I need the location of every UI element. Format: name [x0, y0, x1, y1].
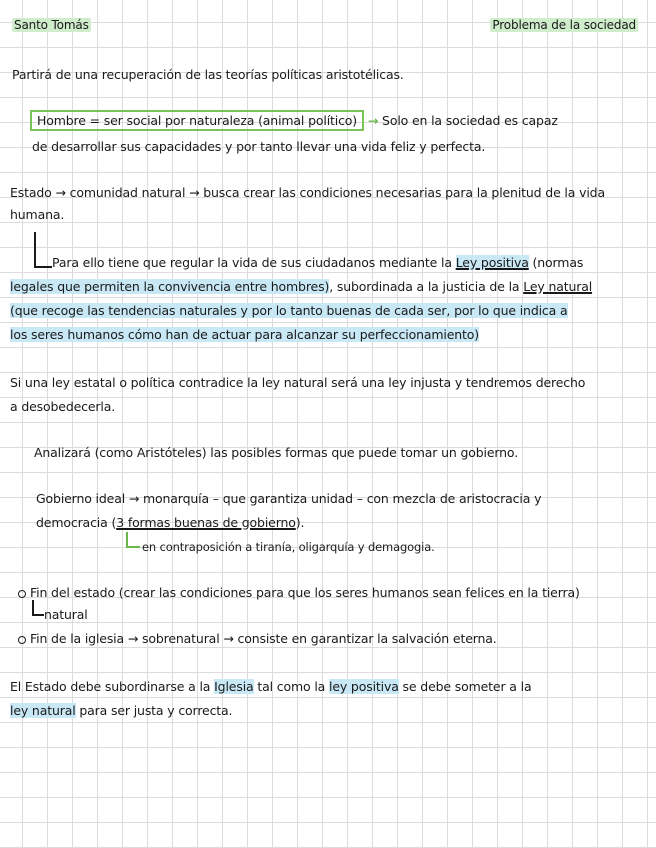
author-name: Santo Tomás — [14, 18, 89, 32]
hombre-definition-box: Hombre = ser social por naturaleza (animal político) — [30, 110, 364, 131]
estado-line-1: Estado → comunidad natural → busca crear las condiciones necesarias para la plenitud de la vida — [10, 185, 605, 200]
ley-line-1: Para ello tiene que regular la vida de sus ciudadanos mediante la Ley positiva (normas — [52, 255, 584, 270]
fin-iglesia-line: Fin de la iglesia → sobrenatural → consiste en garantizar la salvación eterna. — [18, 630, 497, 648]
ley-estatal-line-1: Si una ley estatal o política contradice la ley natural será una ley injusta y tendremos derecho — [10, 375, 586, 390]
topic-title: Problema de la sociedad — [492, 18, 636, 32]
gobierno-line-2: democracia (3 formas buenas de gobierno). — [36, 515, 305, 530]
green-arrow-icon: → — [367, 113, 379, 128]
analizara-line: Analizará (como Aristóteles) las posibles formas que puede tomar un gobierno. — [34, 445, 519, 460]
estado-line-2: humana. — [10, 207, 65, 222]
hook-arrow-icon — [34, 232, 52, 268]
ley-line-4: los seres humanos cómo han de actuar para alcanzar su perfeccionamiento) — [10, 327, 479, 342]
bullet-icon — [18, 636, 26, 644]
gobierno-line-1: Gobierno ideal → monarquía – que garantiza unidad – con mezcla de aristocracia y — [36, 491, 542, 506]
fin-estado-line-1: Fin del estado (crear las condiciones para que los seres humanos sean felices en la tierra) — [18, 584, 580, 602]
bullet-icon — [18, 590, 26, 598]
hombre-line-1: Hombre = ser social por naturaleza (animal político) → Solo en la sociedad es capaz — [30, 112, 558, 130]
intro-line: Partirá de una recuperación de las teorías políticas aristotélicas. — [12, 67, 404, 82]
ley-line-3: (que recoge las tendencias naturales y por lo tanto buenas de cada ser, por lo que indica a — [10, 303, 568, 318]
green-hook-arrow-icon — [126, 532, 140, 548]
ley-line-2: legales que permiten la convivencia entre hombres), subordinada a la justicia de la Ley natural — [10, 279, 593, 294]
conclusion-line-2: ley natural para ser justa y correcta. — [10, 703, 233, 718]
fin-estado-line-2: natural — [44, 607, 88, 622]
gobierno-line-3: en contraposición a tiranía, oligarquía y demagogia. — [142, 540, 435, 554]
hombre-line-2: de desarrollar sus capacidades y por tanto llevar una vida feliz y perfecta. — [32, 139, 486, 154]
conclusion-line-1: El Estado debe subordinarse a la Iglesia tal como la ley positiva se debe someter a la — [10, 679, 532, 694]
ley-estatal-line-2: a desobedecerla. — [10, 399, 116, 414]
hook-arrow-icon — [32, 600, 44, 616]
